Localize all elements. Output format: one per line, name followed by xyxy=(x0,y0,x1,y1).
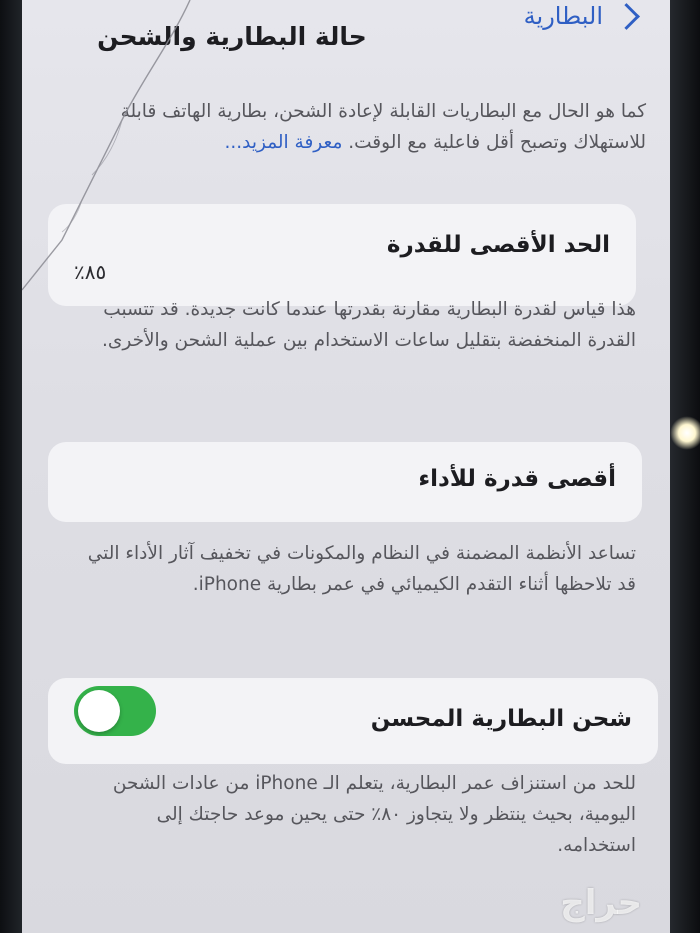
peak-performance-label: أقصى قدرة للأداء xyxy=(418,466,616,492)
navigation-bar xyxy=(22,0,670,70)
max-capacity-card xyxy=(48,204,636,306)
optimized-charging-label: شحن البطارية المحسن xyxy=(370,706,632,732)
optimized-charging-toggle[interactable] xyxy=(74,686,156,736)
optimized-charging-description: للحد من استنزاف عمر البطارية، يتعلم الـ iPhone من عادات الشحن اليومية، بحيث ينتظر ولا يتجاوز ٨٠٪ حتى يحين موعد حاجتك إلى استخدامه. xyxy=(112,773,636,856)
peak-performance-card xyxy=(48,442,642,522)
intro-text xyxy=(66,96,646,158)
optimized-charging-card xyxy=(48,678,658,764)
max-capacity-description: هذا قياس لقدرة البطارية مقارنة بقدرتها عندما كانت جديدة. قد تتسبب القدرة المنخفضة بتقليل ساعات الاستخدام بين عملية الشحن والأخرى. xyxy=(102,299,636,351)
max-capacity-value: ٨٥٪ xyxy=(74,260,107,284)
light-reflection xyxy=(670,416,700,450)
learn-more-link[interactable]: معرفة المزيد... xyxy=(224,132,343,153)
peak-performance-description: تساعد الأنظمة المضمنة في النظام والمكونات في تخفيف آثار الأداء التي قد تلاحظها أثناء التقدم الكيميائي في عمر بطارية iPhone. xyxy=(87,543,636,595)
intro-description: كما هو الحال مع البطاريات القابلة لإعادة الشحن، بطارية الهاتف قابلة للاستهلاك وتصبح أقل فاعلية مع الوقت. xyxy=(120,101,646,153)
chevron-left-icon xyxy=(613,3,640,30)
battery-health-screen xyxy=(22,0,670,933)
max-capacity-label: الحد الأقصى للقدرة xyxy=(386,232,610,258)
back-button-label: البطارية xyxy=(523,2,603,30)
back-button[interactable] xyxy=(524,2,636,30)
phone-bezel-left xyxy=(0,0,24,933)
toggle-knob xyxy=(78,690,120,732)
page-title: حالة البطارية والشحن xyxy=(97,22,367,51)
watermark-logo: حراج xyxy=(560,883,642,923)
